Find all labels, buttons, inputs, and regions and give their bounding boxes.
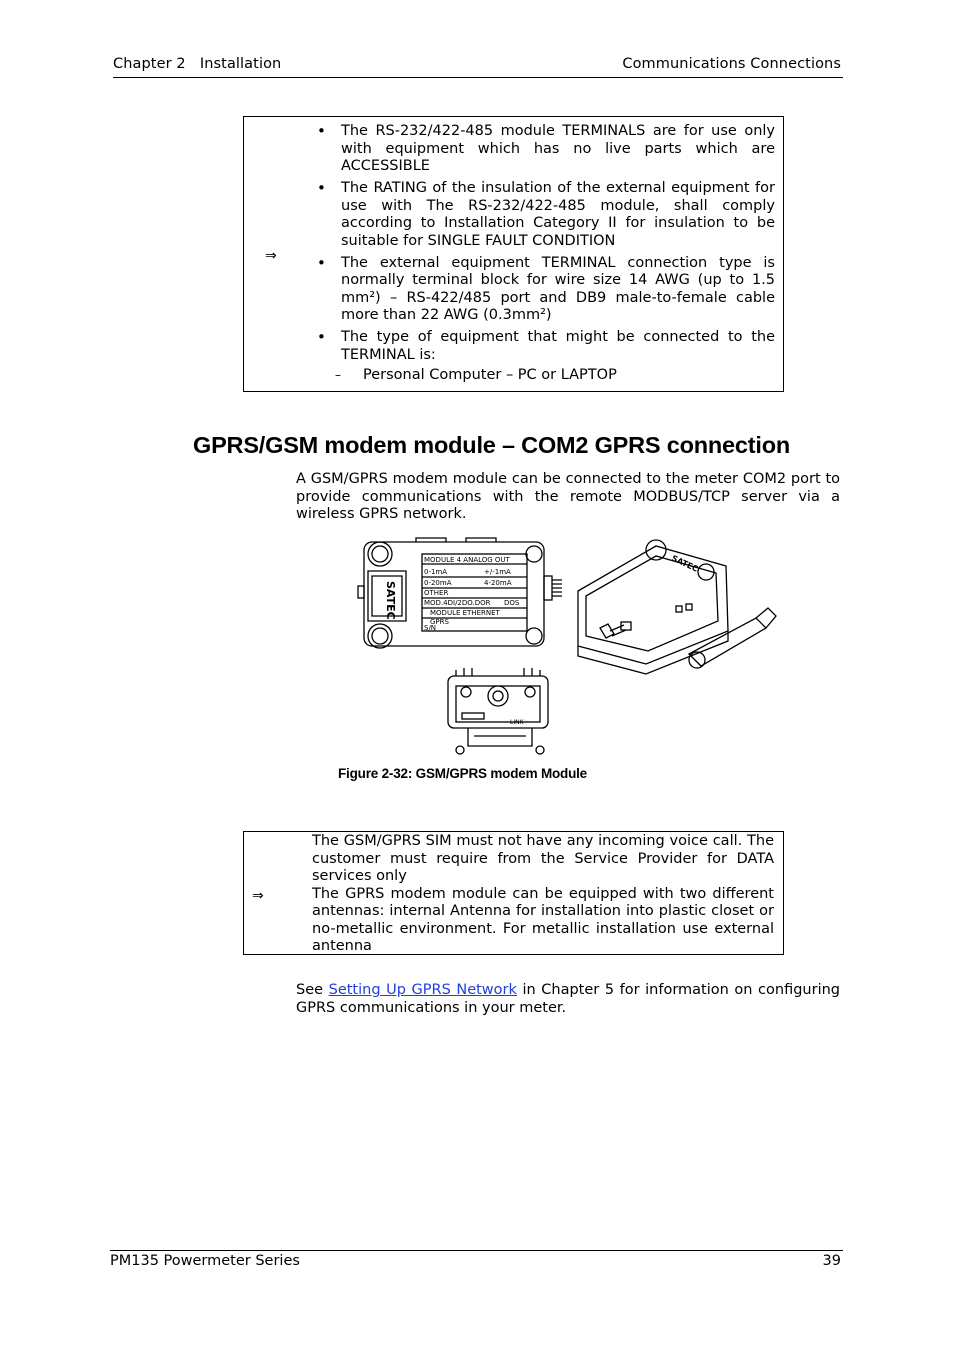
section-running-title: Communications Connections [622,56,841,72]
figure-label: DOS [504,599,520,607]
sub-list-item: – Personal Computer – PC or LAPTOP [335,367,617,383]
intro-paragraph: A GSM/GPRS modem module can be connected to the meter COM2 port to provide communications with the remote MODBUS/TCP server via a wireless GPRS network. [296,471,840,522]
see-also-paragraph: See Setting Up GPRS Network in Chapter 5 for information on configuring GPRS communications in your meter. [296,982,840,1016]
list-item: • The RS-232/422-485 module TERMINALS are for use only with equipment which has no live parts which are ACCESSIBLE [317,122,775,174]
chapter-label: Chapter 2 Installation [113,56,282,72]
gprs-module-drawing [356,536,786,758]
page-footer [110,1250,843,1273]
figure-label: MODULE 4 ANALOG OUT [424,556,510,564]
figure-label: GPRS [430,618,449,626]
product-series-label: PM135 Powermeter Series [110,1253,300,1269]
satec-logo-icon: SATEC [384,581,397,620]
gprs-module-figure [356,536,786,758]
list-item: • The type of equipment that might be connected to the TERMINAL is: [317,328,775,363]
figure-label: MOD.4DI/2DO.DOR [424,599,491,607]
figure-label: MODULE ETHERNET [430,609,500,617]
safety-note-box [243,116,784,392]
list-item: • The RATING of the insulation of the external equipment for use with The RS-232/422-485 module, shall comply according to Installation Category II for insulation to be suitable for SINGLE FAULT CONDITION [317,179,775,249]
note-paragraph: The GSM/GPRS SIM must not have any incoming voice call. The customer must require from the Service Provider for DATA services only [312,833,774,884]
arrow-icon: ⇒ [265,248,277,264]
page-header [113,55,843,78]
page-number: 39 [822,1253,841,1269]
figure-label: S/N [424,624,437,632]
figure-label: OTHER [424,589,449,597]
note-paragraph: The GPRS modem module can be equipped with two different antennas: internal Antenna for installation into plastic closet or no-metallic environment. For metallic installation use external antenna [312,885,774,954]
setting-up-gprs-network-link[interactable]: Setting Up GPRS Network [328,982,517,998]
sim-antenna-note-box [243,831,784,955]
figure-label: 0-1mA [424,568,448,576]
figure-label: +/-1mA [484,568,511,576]
satec-logo-icon: SATEC [670,553,700,574]
link-label: LINK [510,719,524,726]
arrow-icon: ⇒ [252,888,264,904]
list-item: • The external equipment TERMINAL connection type is normally terminal block for wire size 14 AWG (up to 1.5 mm²) – RS-422/485 port and DB9 male-to-female cable more than 22 AWG (0.3mm²) [317,253,775,323]
section-heading: GPRS/GSM modem module – COM2 GPRS connection [193,432,791,458]
figure-caption: Figure 2-32: GSM/GPRS modem Module [338,766,587,781]
note-paragraphs [312,833,774,956]
figure-label: 4-20mA [484,579,512,587]
figure-label: 0-20mA [424,579,452,587]
safety-bullets [314,123,775,389]
